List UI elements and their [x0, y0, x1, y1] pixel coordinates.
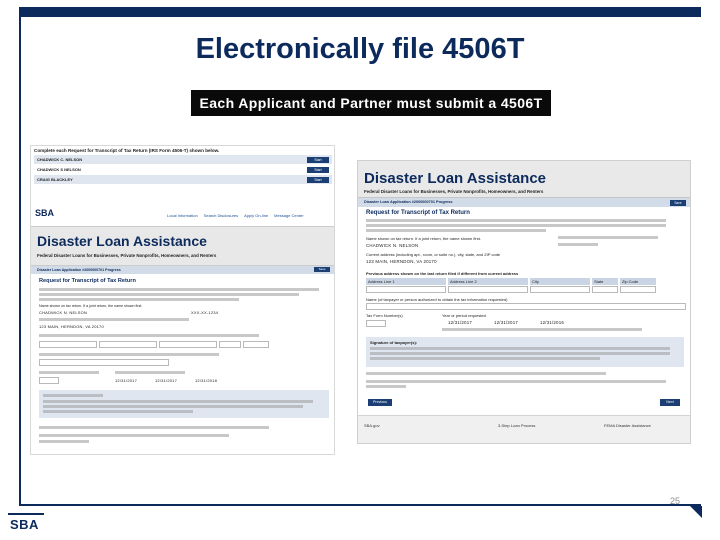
- signature-text: [43, 410, 193, 413]
- year-value-3[interactable]: 12/31/2018: [195, 378, 218, 383]
- sba-logo: [8, 512, 44, 532]
- signature-text: [370, 357, 600, 360]
- list-item: [34, 155, 332, 165]
- name-value: CHADWICK N. NELSON: [39, 310, 88, 315]
- year-value-3[interactable]: 12/31/2016: [540, 320, 564, 325]
- third-party-label: [39, 353, 219, 356]
- right-screenshot: [357, 160, 691, 444]
- logo-bar: [8, 513, 44, 515]
- save-button[interactable]: Save: [314, 267, 330, 272]
- note-text: [366, 372, 606, 375]
- footer: [358, 415, 691, 444]
- attest-text: [366, 380, 666, 383]
- slide-title: Electronically file 4506T: [195, 33, 525, 65]
- signature-text: [43, 400, 313, 403]
- footer-link-fema[interactable]: FEMA Disaster Assistance: [604, 423, 651, 428]
- applicant-name: CHADWICK S NELSON: [37, 167, 81, 172]
- tax-form-label: [39, 371, 99, 374]
- bottom-rule: [19, 504, 701, 506]
- prev-city-input[interactable]: [530, 286, 590, 293]
- form-title: Request for Transcript of Tax Return: [39, 278, 136, 284]
- prev-address-line2-input[interactable]: [99, 341, 157, 348]
- start-button[interactable]: Start: [307, 157, 329, 163]
- third-party-label: Name (of taxpayer or person authorized to obtain the tax information requested): [366, 297, 508, 302]
- top-bar: [19, 7, 701, 17]
- tax-form-label: Tax Form Number(s): [366, 313, 403, 318]
- prev-city-input[interactable]: [159, 341, 217, 348]
- applicant-name: CHADWICK C. NELSON: [37, 157, 83, 162]
- prev-address-label: Previous address shown on the last return filed if different from current address: [366, 271, 519, 276]
- banner-title: Disaster Loan Assistance: [37, 233, 207, 249]
- prev-state-input[interactable]: [219, 341, 241, 348]
- third-party-input[interactable]: [366, 303, 686, 310]
- footer-link-loan-process[interactable]: 3-Step Loan Process: [498, 423, 536, 428]
- prev-address-line1-input[interactable]: [366, 286, 446, 293]
- logo-text: SBA: [10, 517, 39, 532]
- ssn-value: XXX-XX-1234: [191, 310, 219, 315]
- progress-label: Disaster Loan Application #2000000701 Progress: [37, 267, 121, 272]
- note-text: [39, 426, 269, 429]
- next-button[interactable]: Next: [660, 399, 680, 406]
- signature-title: [43, 394, 103, 397]
- sba-logo: SBA: [35, 208, 55, 218]
- header-address-line2: Address Line 2: [448, 278, 528, 285]
- third-party-input[interactable]: [39, 359, 169, 366]
- list-item: [34, 165, 332, 175]
- attest-text: [39, 440, 89, 443]
- progress-label: Disaster Loan Application #2000000701 Progress: [364, 200, 453, 204]
- header-state: State: [592, 278, 618, 285]
- ssn-label: [558, 236, 658, 239]
- instruction-text: [39, 293, 299, 296]
- prev-zip-input[interactable]: [243, 341, 269, 348]
- prev-address-line1-input[interactable]: [39, 341, 97, 348]
- header-address-line1: Address Line 1: [366, 278, 446, 285]
- progress-bar: [358, 198, 691, 207]
- prev-zip-input[interactable]: [620, 286, 656, 293]
- save-button[interactable]: Save: [670, 200, 686, 206]
- previous-button[interactable]: Previous: [368, 399, 392, 406]
- dla-banner: [358, 161, 691, 198]
- prev-address-line2-input[interactable]: [448, 286, 528, 293]
- prev-address-label: [39, 334, 259, 337]
- year-value-2[interactable]: 12/31/2017: [155, 378, 178, 383]
- year-label: [115, 371, 185, 374]
- tax-form-input[interactable]: [39, 377, 59, 384]
- header-city: City: [530, 278, 590, 285]
- prev-state-input[interactable]: [592, 286, 618, 293]
- name-label: Name shown on tax return. If a joint return, the name shown first.: [366, 236, 481, 241]
- start-button[interactable]: Start: [307, 177, 329, 183]
- top-nav: [167, 213, 304, 218]
- banner-title: Disaster Loan Assistance: [364, 170, 547, 187]
- address-label: [39, 318, 189, 321]
- page-number: 25: [670, 496, 681, 506]
- instruction-text: [366, 224, 666, 227]
- footer-link-sba[interactable]: SBA.gov: [364, 423, 380, 428]
- subtitle-banner: Each Applicant and Partner must submit a 4506T: [191, 90, 551, 116]
- signature-text: [370, 347, 670, 350]
- signature-text: [370, 352, 670, 355]
- signature-title: Signature of taxpayer(s):: [370, 340, 418, 345]
- start-button[interactable]: Start: [307, 167, 329, 173]
- instruction-text: [366, 229, 546, 232]
- tax-form-input[interactable]: [366, 320, 386, 327]
- name-value: CHADWICK N. NELSON: [366, 243, 419, 248]
- nav-link-search-disclosures[interactable]: Search Disclosures: [203, 213, 239, 218]
- instruction-text: [39, 298, 239, 301]
- ssn-value: [558, 243, 598, 246]
- attest-text: [39, 434, 229, 437]
- applicant-list: [34, 155, 332, 185]
- nav-link-apply-online[interactable]: Apply On-line: [244, 213, 269, 218]
- address-label: Current address (including apt., room, or suite no.), city, state, and ZIP code: [366, 252, 501, 257]
- progress-bar: [31, 266, 335, 274]
- name-label: Name shown on tax return. If a joint return, the name shown first.: [39, 304, 143, 308]
- banner-subtitle: Federal Disaster Loans for Businesses, Private Nonprofits, Homeowners, and Renters: [37, 253, 217, 258]
- attest-text: [366, 385, 406, 388]
- year-value-1[interactable]: 12/31/2017: [448, 320, 472, 325]
- left-screenshot: [30, 145, 335, 455]
- nav-link-message-center[interactable]: Message Center: [274, 213, 304, 218]
- banner-subtitle: Federal Disaster Loans for Businesses, Private Nonprofits, Homeowners, and Renters: [364, 189, 544, 194]
- corner-decoration: [690, 506, 702, 518]
- instruction-text: [366, 219, 666, 222]
- applicant-name: CRAIG BLACKLEY: [37, 177, 73, 182]
- address-value: 123 MAIN, HERNDON, VA 20170: [39, 324, 104, 329]
- instruction-text: [39, 288, 319, 291]
- year-hint: [442, 328, 642, 331]
- applicant-list-heading: Complete each Request for Transcript of Tax Return (IRS Form 4506-T) shown below.: [34, 148, 220, 153]
- nav-link-local-information[interactable]: Local Information: [167, 213, 198, 218]
- signature-text: [43, 405, 303, 408]
- header-zip: Zip Code: [620, 278, 656, 285]
- year-value-2[interactable]: 12/31/2017: [494, 320, 518, 325]
- list-item: [34, 175, 332, 185]
- dla-banner: [31, 226, 335, 266]
- form-title: Request for Transcript of Tax Return: [366, 210, 470, 216]
- year-value-1[interactable]: 12/31/2017: [115, 378, 138, 383]
- year-label: Year or period requested: [442, 313, 486, 318]
- address-value: 123 MAIN, HERNDON, VA 20170: [366, 259, 437, 264]
- left-rule: [19, 7, 21, 505]
